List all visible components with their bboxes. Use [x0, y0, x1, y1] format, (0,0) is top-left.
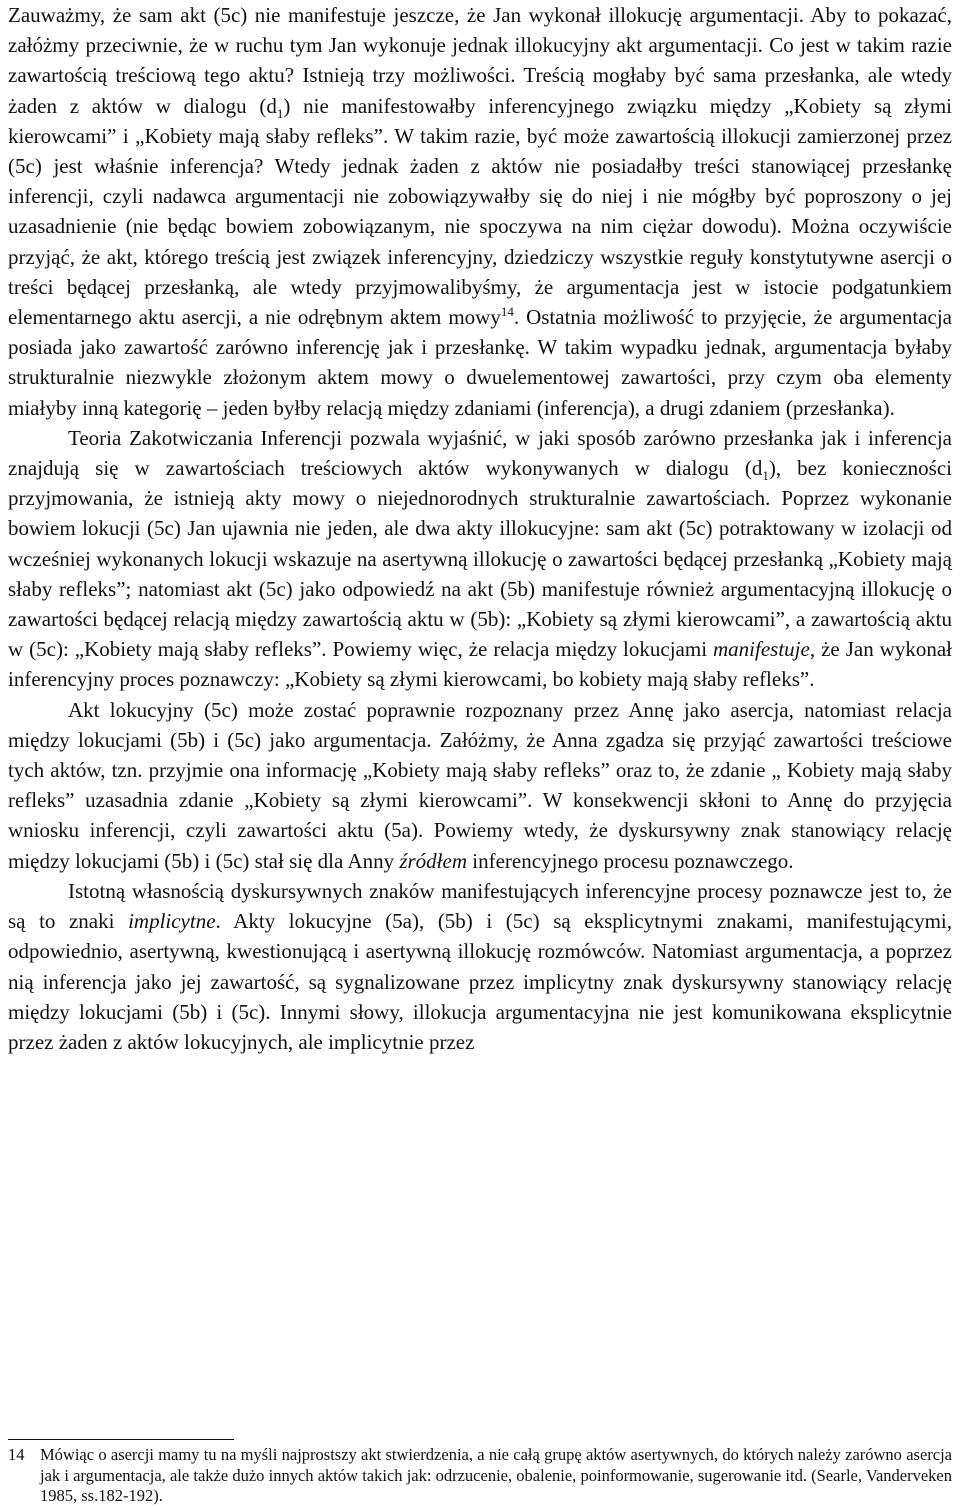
body-text: [8, 0, 952, 1057]
text-run: ), bez konieczności przyjmowania, że istnieją akty mowy o niejednorodnych strukturalnie zawartościach. Poprzez wykonanie bowiem lokucji (5c) Jan ujawnia nie jeden, ale dwa akty illokucyjne: sam akt (5c) potraktowany w izolacji od wcześniej wykonanych lokucji wskazuje na asertywną illokucję o zawartości będącej przesłanką „Kobiety mają słaby refleks”; natomiast akt (5c) jako odpowiedź na akt (5b) manifestuje również argumentacyjną illokucję o zawartości będącej relacją między zawartością aktu w (5b): „Kobiety są złymi kierowcami”, a zawartością aktu w (5c): „Kobiety mają słaby refleks”. Powiemy więc, że relacja między lokucjami: [8, 456, 952, 662]
footnote-ref: 14: [500, 304, 514, 320]
emphasis: źródłem: [399, 848, 467, 873]
paragraph: [8, 695, 952, 876]
subscript: 1: [276, 105, 284, 121]
footnote-text: Mówiąc o asercji mamy tu na myśli najprostszy akt stwierdzenia, a nie całą grupę aktów asertywnych, do których należy zarówno asercja jak i argumentacja, ale także dużo innych aktów takich jak: odrzucenie, obalenie, poinformowanie, sugerowanie itd. (Searle, Vanderveken 1985, ss.182-192).: [40, 1445, 952, 1505]
footnote-number: 14: [8, 1445, 25, 1464]
paragraph: [8, 0, 952, 423]
text-run: . Akty lokucyjne (5a), (5b) i (5c) są eksplicytnymi znakami, manifestującymi, odpowiednio, asertywną, kwestionującą i asertywną illokucję rozmówców. Natomiast argumentacja, a poprzez nią inferencja jako jej zawartość, są sygnalizowane przez implicytny znak dyskursywny stanowiący relację między lokucjami (5b) i (5c). Innymi słowy, illokucja argumentacyjna nie jest komunikowana eksplicytnie przez żaden z aktów lokucyjnych, ale implicytnie przez: [8, 909, 953, 1054]
text-run: . Ostatnia możliwość to przyjęcie, że argumentacja posiada jako zawartość zarówno inferencję jak i przesłankę. W takim wypadku jednak, argumentacja byłaby strukturalnie niezwykle złożonym aktem mowy o dwuelementowej zawartości, przy czym oba elementy miałyby inną kategorię – jeden byłby relacją między zdaniami (inferencja), a drugi zdaniem (przesłanka).: [8, 305, 953, 420]
paragraph: [8, 876, 952, 1057]
text-run: Teoria Zakotwiczania Inferencji pozwala wyjaśnić, w jaki sposób zarówno przesłanka jak i inferencja znajdują się w zawartościach treściowych aktów wykonywanych w dialogu (d: [8, 425, 952, 481]
text-run: , że Jan wykonał inferencyjny proces poznawczy: „Kobiety są złymi kierowcami, bo kobiety mają słaby refleks”.: [8, 637, 952, 692]
emphasis: implicytne: [128, 909, 216, 934]
footnote: [8, 1445, 952, 1507]
text-run: ) nie manifestowałby inferencyjnego związku między „Kobiety są złymi kierowcami” i „Kobiety mają słaby refleks”. W takim razie, być może zawartością illokucji zamierzonej przez (5c) jest właśnie inferencja? Wtedy jednak żaden z aktów nie posiadałby treści stanowiącej przesłankę inferencji, czyli nadawca argumentacji nie zobowiązywałby się do niej i nie mógłby być poproszony o jej uzasadnienie (nie będąc bowiem zobowiązanym, nie spoczywa na nim ciężar dowodu). Można oczywiście przyjąć, że akt, którego treścią jest związek inferencyjny, dziedziczy wszystkie reguły konstytutywne asercji o treści będącej przesłanką, ale wtedy przyjmowalibyśmy, że argumentacja jest w istocie podgatunkiem elementarnego aktu asercji, a nie odrębnym aktem mowy: [8, 93, 952, 330]
text-run: Zauważmy, że sam akt (5c) nie manifestuje jeszcze, że Jan wykonał illokucję argumentacji. Aby to pokazać, załóżmy przeciwnie, że w ruchu tym Jan wykonuje jednak illokucyjny akt argumentacji. Co jest w takim razie zawartością treściową tego aktu? Istnieją trzy możliwości. Treścią mogłaby być sama przesłanka, ale wtedy żaden z aktów w dialogu (d: [8, 3, 952, 118]
paragraph: [8, 423, 952, 695]
emphasis: manifestuje: [713, 637, 810, 662]
footnote-separator: [8, 1439, 234, 1440]
text-run: Akt lokucyjny (5c) może zostać poprawnie rozpoznany przez Annę jako asercja, natomiast relacja między lokucjami (5b) i (5c) jako argumentacja. Załóżmy, że Anna zgadza się przyjąć zawartości treściowe tych aktów, tzn. przyjmie ona informację „Kobiety mają słaby refleks” oraz to, że zdanie „ Kobiety mają słaby refleks” uzasadnia zdanie „Kobiety są złymi kierowcami”. W konsekwencji skłoni to Annę do przyjęcia wniosku inferencji, czyli zawartości aktu (5a). Powiemy wtedy, że dyskursywny znak stanowiący relację między lokucjami (5b) i (5c) stał się dla Anny: [8, 697, 952, 873]
text-run: Istotną własnością dyskursywnych znaków manifestujących inferencyjne procesy poznawcze jest to, że są to znaki: [8, 878, 952, 934]
text-run: inferencyjnego procesu poznawczego.: [467, 848, 794, 873]
subscript: 1: [762, 468, 769, 484]
